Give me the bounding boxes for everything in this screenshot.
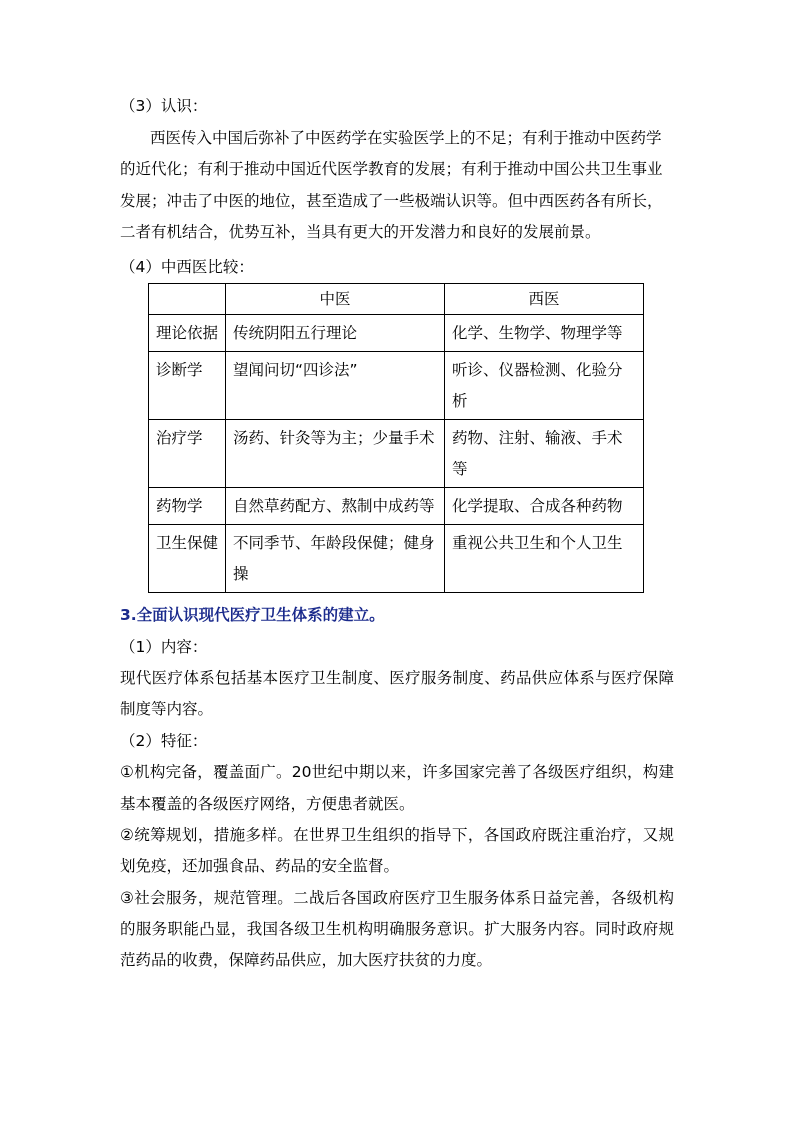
section3-paragraph-line-2: 的近代化；有利于推动中国近代医学教育的发展；有利于推动中国公共卫生事业 <box>120 160 663 178</box>
section3-paragraph-line-1: 西医传入中国后弥补了中医药学在实验医学上的不足；有利于推动中医药学 <box>150 129 662 147</box>
section3-label: （3）认识： <box>120 97 208 115</box>
content-paragraph-line-1: 现代医疗体系包括基本医疗卫生制度、医疗服务制度、药品供应体系与医疗保障 <box>120 669 674 687</box>
table-cell-item: 诊断学 <box>149 352 226 420</box>
table-header-row <box>149 284 644 315</box>
table-cell-tcm: 自然草药配方、熬制中成药等 <box>226 488 445 525</box>
table-cell-item: 治疗学 <box>149 420 226 488</box>
feature-3-line-3: 范药品的收费，保障药品供应，加大医疗扶贫的力度。 <box>120 951 493 969</box>
feature-3-line-1: ③社会服务，规范管理。二战后各国政府医疗卫生服务体系日益完善，各级机构 <box>120 889 674 907</box>
table-cell-item: 卫生保健 <box>149 525 226 593</box>
table-cell-item: 药物学 <box>149 488 226 525</box>
features-label: （2）特征： <box>120 732 208 750</box>
table-header-cell: 西医 <box>445 284 644 315</box>
table-cell-tcm: 望闻问切“四诊法” <box>226 352 445 420</box>
comparison-table <box>148 283 644 593</box>
table-cell-tcm: 汤药、针灸等为主；少量手术 <box>226 420 445 488</box>
table-cell-western: 药物、注射、输液、手术等 <box>445 420 644 488</box>
table-row <box>149 352 644 420</box>
table-header-cell <box>149 284 226 315</box>
table-cell-tcm: 不同季节、年龄段保健；健身操 <box>226 525 445 593</box>
table-row <box>149 420 644 488</box>
table-cell-western: 化学、生物学、物理学等 <box>445 315 644 352</box>
table-row <box>149 315 644 352</box>
table-cell-western: 听诊、仪器检测、化验分析 <box>445 352 644 420</box>
section-heading-3: 3.全面认识现代医疗卫生体系的建立。 <box>120 606 385 624</box>
feature-2-line-1: ②统筹规划，措施多样。在世界卫生组织的指导下，各国政府既注重治疗，又规 <box>120 826 674 844</box>
table-cell-item: 理论依据 <box>149 315 226 352</box>
feature-1-line-1: ①机构完备，覆盖面广。20世纪中期以来，许多国家完善了各级医疗组织，构建 <box>120 763 674 781</box>
feature-1-line-2: 基本覆盖的各级医疗网络，方便患者就医。 <box>120 795 415 813</box>
table-row <box>149 488 644 525</box>
table-cell-western: 重视公共卫生和个人卫生 <box>445 525 644 593</box>
table-row <box>149 525 644 593</box>
content-paragraph-line-2: 制度等内容。 <box>120 700 214 718</box>
feature-3-line-2: 的服务职能凸显，我国各级卫生机构明确服务意识。扩大服务内容。同时政府规 <box>120 920 674 938</box>
feature-2-line-2: 划免疫，还加强食品、药品的安全监督。 <box>120 857 400 875</box>
content-label: （1）内容： <box>120 638 208 656</box>
section4-label: （4）中西医比较： <box>120 258 254 276</box>
table-cell-western: 化学提取、合成各种药物 <box>445 488 644 525</box>
section3-paragraph-line-4: 二者有机结合，优势互补，当具有更大的开发潜力和良好的发展前景。 <box>120 223 601 241</box>
table-header-cell: 中医 <box>226 284 445 315</box>
section3-paragraph-line-3: 发展；冲击了中医的地位，甚至造成了一些极端认识等。但中西医药各有所长， <box>120 192 663 210</box>
table-cell-tcm: 传统阴阳五行理论 <box>226 315 445 352</box>
